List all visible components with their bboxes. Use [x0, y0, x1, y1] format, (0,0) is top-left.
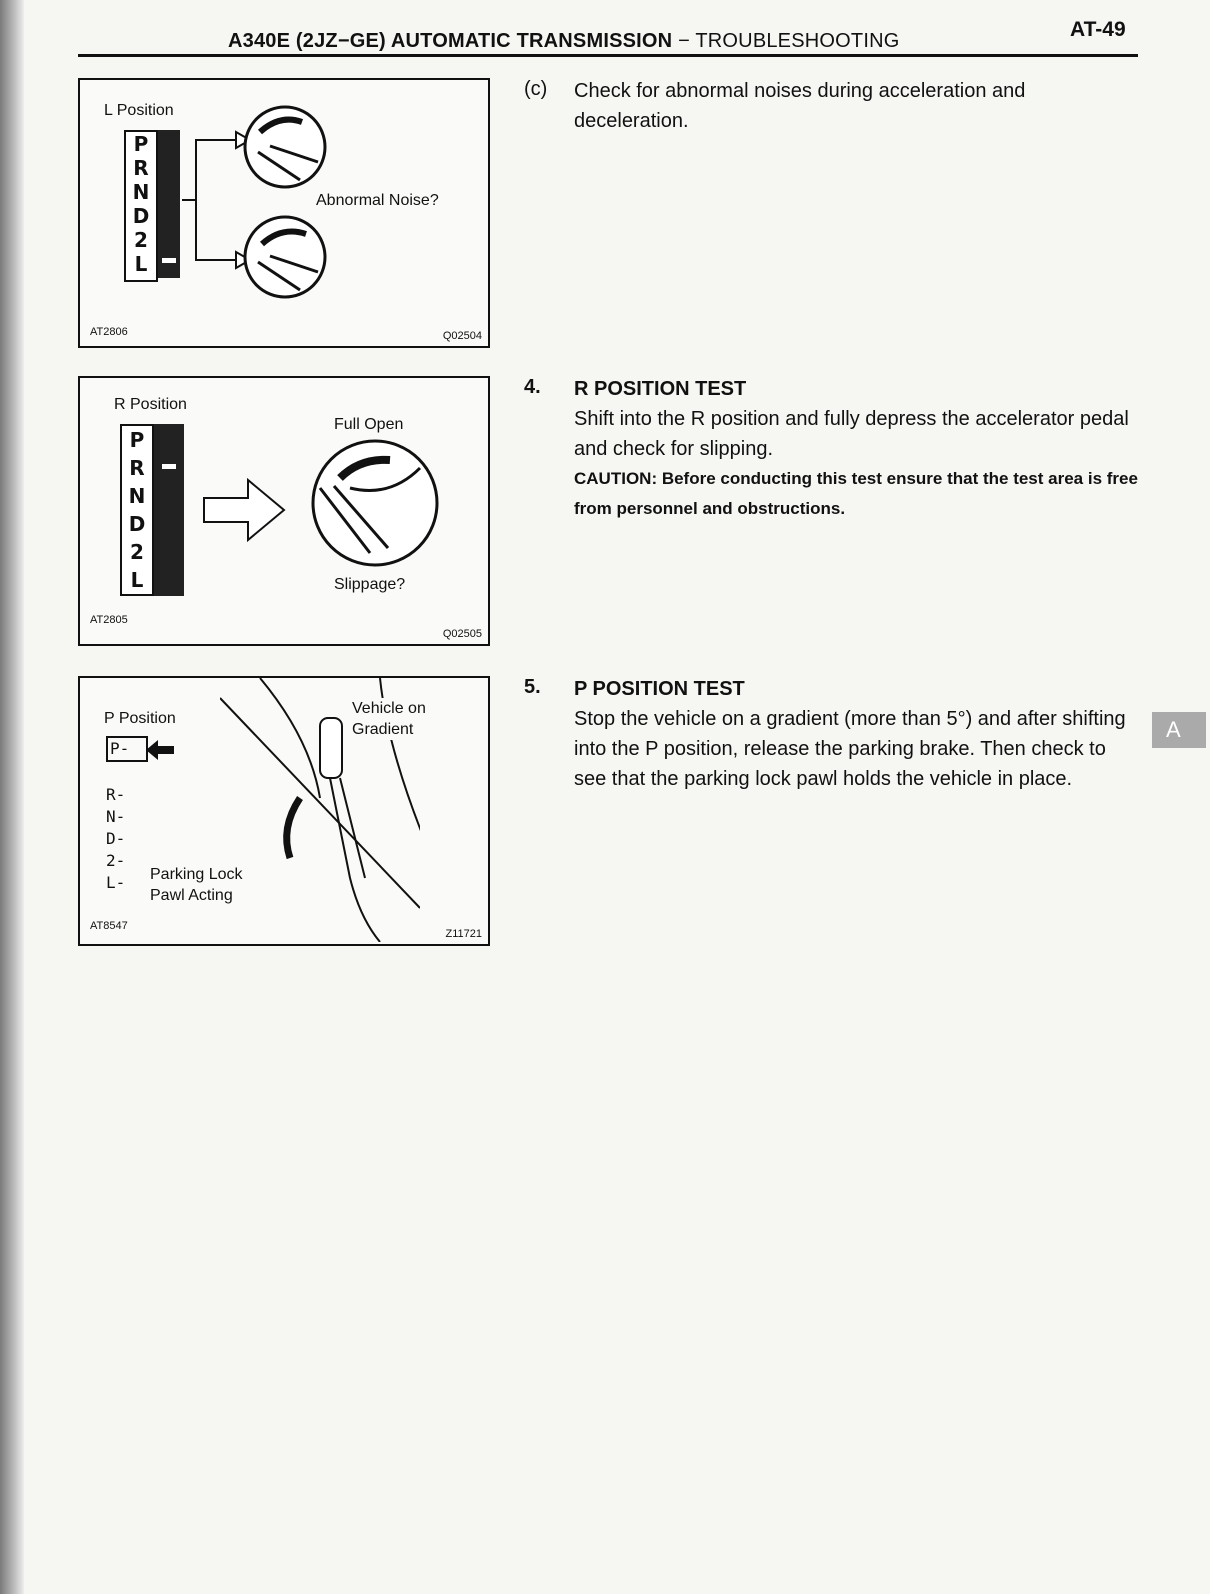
header-subtitle: − TROUBLESHOOTING: [672, 30, 900, 52]
step-text: Stop the vehicle on a gradient (more than 5°) and after shifting into the P position, release the parking brake. Then check to see that the parking lock pawl holds the vehicle in place.: [574, 708, 1126, 790]
pedal-release-icon: [240, 102, 330, 192]
figure-note: Parking Lock Pawl Acting: [150, 864, 270, 906]
caution-text: CAUTION: Before conducting this test ensure that the test area is free from personnel and obstructions.: [574, 469, 1138, 518]
figure-note: Vehicle on Gradient: [352, 698, 462, 740]
pedal-press-icon: [240, 212, 330, 302]
figure-p-position: [78, 676, 490, 946]
shift-bar: [154, 424, 184, 596]
pedal-full-open-icon: [310, 438, 440, 568]
figure-note: Slippage?: [334, 576, 406, 593]
page-edge-shadow: [0, 0, 24, 1594]
figure-label: R Position: [114, 396, 187, 413]
shift-indicator: P R N D 2 L: [120, 424, 154, 596]
step-c-text: Check for abnormal noises during acceleration and deceleration.: [574, 80, 1026, 132]
section-title: R POSITION TEST: [574, 378, 747, 400]
figure-code: Q02504: [442, 330, 482, 342]
shift-indicator: P R N D 2 L: [124, 130, 158, 282]
figure-code: AT2806: [90, 326, 128, 338]
step-text: Shift into the R position and fully depress the accelerator pedal and check for slipping.: [574, 408, 1129, 460]
header-rule: [78, 54, 1138, 57]
step-number: 4.: [524, 376, 541, 398]
page-header: [228, 30, 900, 53]
figure-label: L Position: [104, 102, 174, 119]
section-side-tab: A: [1152, 712, 1206, 748]
figure-label: P Position: [104, 710, 176, 727]
figure-code: AT8547: [90, 920, 128, 932]
section-title: P POSITION TEST: [574, 678, 745, 700]
shift-indicator: P- R- N- D- 2- L-: [106, 736, 148, 894]
arrow-left-icon: [146, 740, 176, 760]
figure-code: Q02505: [442, 628, 482, 640]
figure-r-position: [78, 376, 490, 646]
step-number: 5.: [524, 676, 541, 698]
figure-l-position: [78, 78, 490, 348]
page-number: AT-49: [1070, 18, 1126, 41]
step-marker: (c): [524, 78, 548, 100]
header-title: A340E (2JZ−GE) AUTOMATIC TRANSMISSION: [228, 30, 673, 52]
step-4: [574, 374, 1140, 524]
step-5: [574, 674, 1140, 794]
arrow-right-icon: [202, 478, 286, 542]
figure-note: Full Open: [334, 416, 404, 433]
figure-code: Z11721: [445, 928, 482, 940]
figure-note: Abnormal Noise?: [316, 192, 439, 209]
shift-bar: [158, 130, 180, 278]
figure-code: AT2805: [90, 614, 128, 626]
